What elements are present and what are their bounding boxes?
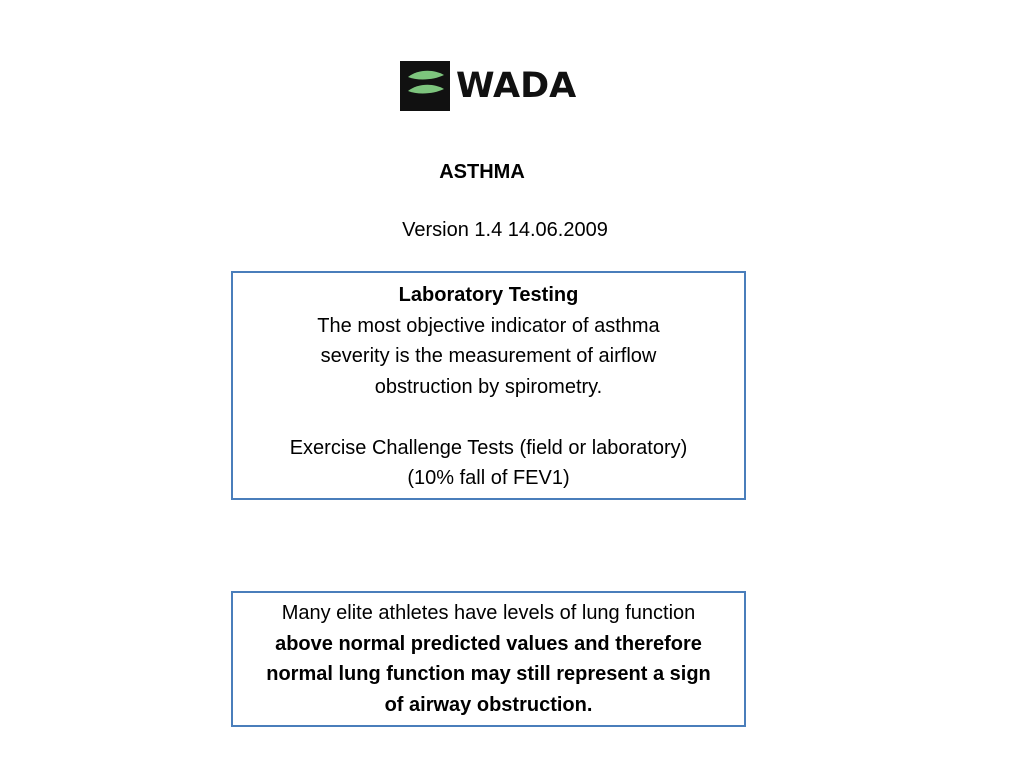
laboratory-testing-heading: Laboratory Testing [398, 284, 579, 306]
exercise-challenge-line: Exercise Challenge Tests (field or laboratory) [289, 436, 688, 459]
lab-text-line: severity is the measurement of airflow [320, 345, 657, 367]
spacer [233, 402, 744, 433]
wada-leaf-logo-icon [400, 61, 450, 111]
version-label: Version 1.4 14.06.2009 [402, 219, 608, 241]
wada-logo [400, 60, 577, 112]
laboratory-testing-box [231, 271, 746, 500]
elite-athletes-box [231, 591, 746, 727]
elite-bold-line: above normal predicted values and therefore [275, 632, 702, 655]
elite-bold-line: of airway obstruction. [384, 693, 593, 716]
elite-text-line: Many elite athletes have levels of lung function [281, 602, 696, 624]
elite-bold-line: normal lung function may still represent a sign [266, 663, 711, 685]
page-title: ASTHMA [439, 161, 525, 183]
wada-logo-text: WADA [456, 66, 577, 106]
lab-text-line: obstruction by spirometry. [374, 375, 603, 398]
exercise-challenge-line: (10% fall of FEV1) [407, 467, 570, 489]
lab-text-line: The most objective indicator of asthma [317, 314, 660, 337]
